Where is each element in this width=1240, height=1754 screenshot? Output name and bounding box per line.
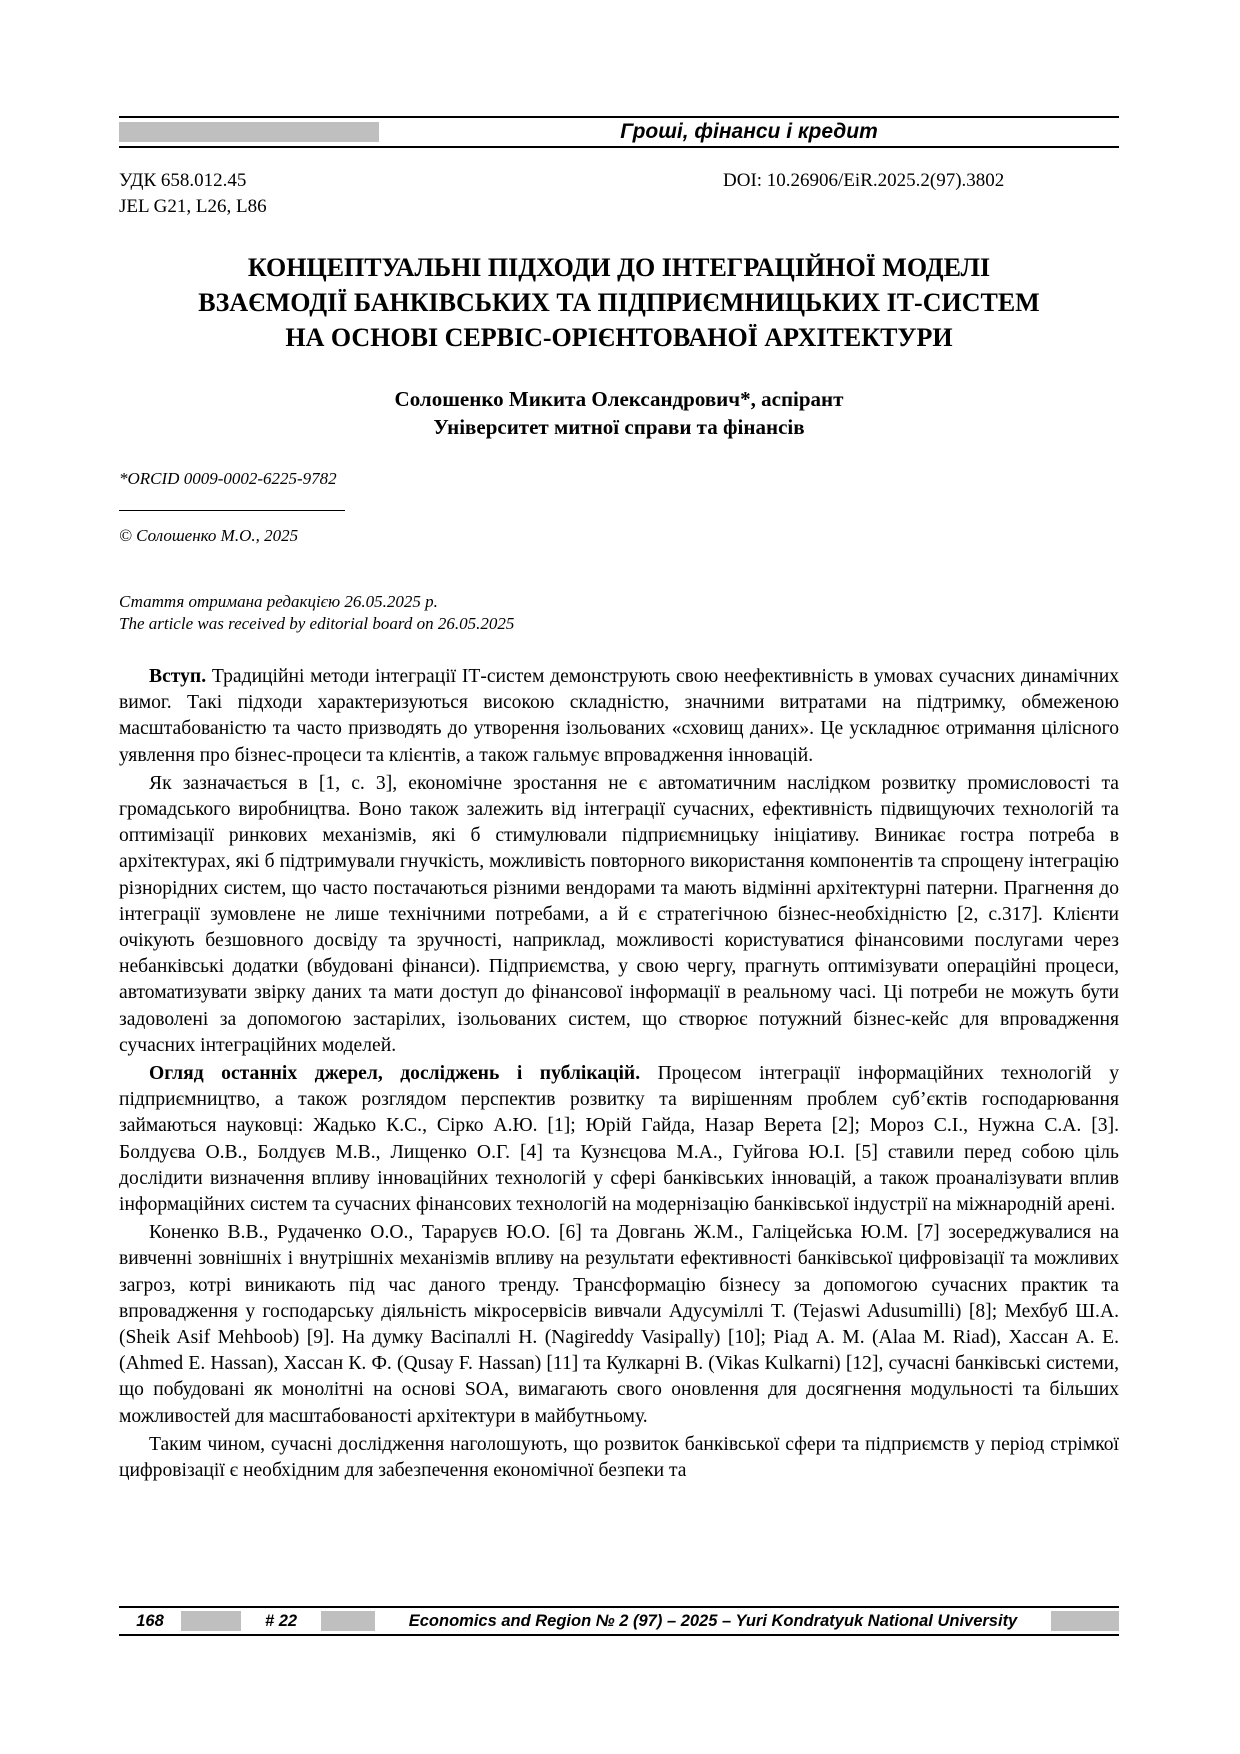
paragraph: Коненко В.В., Рудаченко О.О., Тараруєв Ю.О. [6] та Довгань Ж.М., Галіцейська Ю.М. [7] зосереджувалися на вивченні зовнішніх і внутрішніх механізмів впливу на результати ефективності банківської цифровізації та можливих загроз, котрі виникають під час даного тренду. Трансформацію бізнесу за допомогою сучасних практик та впровадження у господарську діяльність мікросервісів вивчали Адусуміллі Т. (Tejaswi Adusumilli) [8]; Мехбуб Ш.А. (Sheik Asif Mehboob) [9]. На думку Васіпаллі Н. (Nagireddy Vasipally) [10]; Ріад А. М. (Alaa M. Riad), Хассан А. Е. (Ahmed E. Hassan), Хассан К. Ф. (Qusay F. Hassan) [11] та Кулкарні В. (Vikas Kulkarni) [12], сучасні банківські системи, що побудовані як монолітні на основі SOA, вимагають свого оновлення для досягнення модульності та більших можливостей для масштабованості архітектури в майбутньому. <box>119 1222 1119 1427</box>
author-affiliation: Університет митної справи та фінансів <box>433 415 805 439</box>
journal-name: Economics and Region № 2 (97) – 2025 – Yuri Kondratyuk National University <box>408 1612 1018 1630</box>
article-body <box>119 664 1119 1486</box>
running-header <box>119 116 1119 148</box>
paragraph-text: Процесом інтеграції інформаційних технологій у підприємництво, а також розглядом перспектив розвитку та вирішенням проблем суб’єктів господарювання займаються науковці: Жадько К.С., Сірко А.Ю. [1]; Юрій Гайда, Назар Верета [2]; Мороз С.І., Нужна С.А. [3]. Болдуєва О.В., Болдуєв М.В., Лищенко О.Г. [4] та Кузнєцова М.А., Гуйгова Ю.І. [5] ставили перед собою ціль дослідити визначення впливу інноваційних технологій у сфері банківських інновацій, а також проаналізувати вплив інформаційних систем та сучасних фінансових технологій на модернізацію банківської індустрії на міжнародній арені. <box>119 1063 1119 1216</box>
journal-section-title: Гроші, фінанси і кредит <box>620 120 878 143</box>
paragraph-review <box>119 1061 1119 1218</box>
footnote-separator <box>119 510 345 511</box>
paragraph: Таким чином, сучасні дослідження наголошують, що розвиток банківської сфери та підприємств у період стрімкої цифровізації є необхідним для забезпечення економічної безпеки та <box>119 1433 1119 1482</box>
section-heading-intro: Вступ. <box>149 666 207 687</box>
author-name: Солошенко Микита Олександрович*, аспірант <box>394 387 844 411</box>
orcid[interactable]: *ORCID 0009-0002-6225-9782 <box>119 469 337 488</box>
paragraph: Як зазначається в [1, с. 3], економічне зростання не є автоматичним наслідком розвитку промисловості та громадського виробництва. Воно також залежить від інтеграції сучасних, ефективність підвищуючих технологій та оптимізації ринкових механізмів, які б стимулювали підприємницьку ініціативу. Виникає гостра потреба в архітектурах, які б підтримували гнучкість, можливість повторного використання компонентів та спрощену інтеграцію різнорідних систем, що часто постачаються різними вендорами та мають відмінні архітектурні патерни. Прагнення до інтеграції зумовлене не лише технічними потребами, а й є стратегічною бізнес-необхідністю [2, с.317]. Клієнти очікують безшовного досвіду та зручності, наприклад, можливості користуватися фінансовими послугами через небанківські додатки (вбудовані фінанси). Підприємства, у свою чергу, прагнуть оптимізувати операційні процеси, автоматизувати звірку даних та мати доступ до фінансової інформації в реальному часі. Ці потреби не можуть бути задоволені за допомогою застарілих, ізольованих систем, що створює потужний бізнес-кейс для впровадження сучасних інтеграційних моделей. <box>119 772 1119 1056</box>
jel-codes: JEL G21, L26, L86 <box>119 196 267 217</box>
copyright-notice: © Солошенко М.О., 2025 <box>119 526 299 545</box>
article-title <box>119 250 1119 355</box>
section-heading-review: Огляд останніх джерел, досліджень і публікацій. <box>149 1063 641 1085</box>
page-number: 168 <box>136 1612 164 1630</box>
paragraph-text: Традиційні методи інтеграції ІТ-систем демонструють свою неефективність в умовах сучасних динамічних вимог. Такі підходи характеризуються високою складністю, значними витратами на підтримку, обмеженою масштабованістю та часто призводять до утворення ізольованих «сховищ даних». Це ускладнює отримання цілісного уявлення про бізнес-процеси та клієнтів, а також гальмує впровадження інновацій. <box>119 666 1119 766</box>
issue-number: # 22 <box>264 1612 298 1630</box>
received-date-en: The article was received by editorial board on 26.05.2025 <box>119 614 515 633</box>
header-shade-bar <box>119 122 379 142</box>
footer-shade-bar <box>321 1611 375 1631</box>
doi[interactable]: DOI: 10.26906/EiR.2025.2(97).3802 <box>723 170 1005 191</box>
title-line: КОНЦЕПТУАЛЬНІ ПІДХОДИ ДО ІНТЕГРАЦІЙНОЇ МОДЕЛІ <box>247 253 991 282</box>
title-line: ВЗАЄМОДІЇ БАНКІВСЬКИХ ТА ПІДПРИЄМНИЦЬКИХ ІТ-СИСТЕМ <box>198 288 1040 317</box>
udc-code: УДК 658.012.45 <box>119 170 247 191</box>
title-line: НА ОСНОВІ СЕРВІС-ОРІЄНТОВАНОЇ АРХІТЕКТУРИ <box>285 323 953 352</box>
received-date-ua: Стаття отримана редакцією 26.05.2025 р. <box>119 592 438 611</box>
received-date <box>119 591 514 635</box>
footer-shade-bar <box>1051 1611 1119 1631</box>
author-block <box>119 385 1119 441</box>
paragraph-intro <box>119 664 1119 769</box>
footer-shade-bar <box>181 1611 241 1631</box>
running-footer <box>119 1606 1119 1636</box>
